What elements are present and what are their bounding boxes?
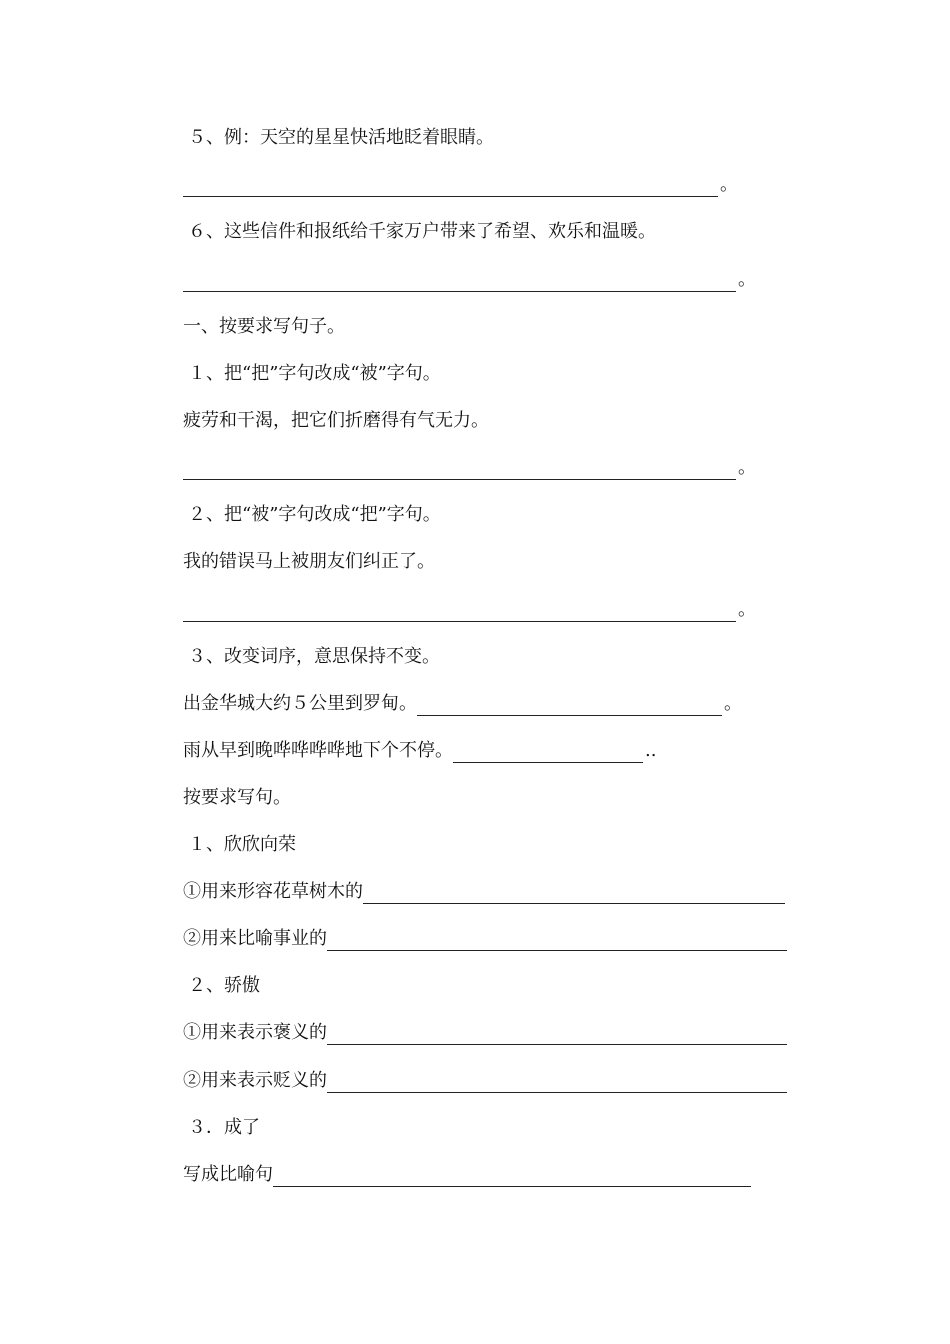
trailing-period: 。 [738,457,756,478]
question-text: 把“把”字句改成“被”字句。 [224,363,441,384]
question-number: ５、 [188,127,224,148]
answer-blank[interactable] [453,742,643,763]
answer-line-q1 [183,456,756,480]
answer-blank[interactable] [183,459,736,480]
sentence-text: 雨从早到晚哗哗哗哗地下个不停。 [183,740,453,761]
word-item-2 [183,974,260,998]
trailing-period: 。 [724,693,742,714]
word-item-1 [183,833,296,857]
answer-blank[interactable] [183,601,736,622]
reorder-sentence-2 [183,739,656,763]
usage-line [183,927,787,951]
word-text: 成了 [224,1117,260,1138]
question-text: 例：天空的星星快活地眨着眼睛。 [224,127,494,148]
word-text: 骄傲 [224,975,260,996]
usage-label: ①用来表示褒义的 [183,1022,327,1043]
usage-line [183,1021,787,1045]
sentence-text: 疲劳和干渴，把它们折磨得有气无力。 [183,410,489,431]
usage-line [183,1163,751,1187]
source-sentence [183,550,435,574]
question-number: ３、 [188,646,224,667]
question-number: １、 [188,363,224,384]
question-text: 这些信件和报纸给千家万户带来了希望、欢乐和温暖。 [224,221,656,242]
section-title: 一、按要求写句子。 [183,316,345,337]
sentence-text: 出金华城大约５公里到罗甸。 [183,693,417,714]
question-text: 改变词序，意思保持不变。 [224,646,440,667]
answer-blank[interactable] [183,271,736,292]
trailing-period: 。 [738,269,756,290]
word-item-3 [183,1116,260,1140]
question-number: ２、 [188,975,224,996]
usage-line [183,1069,787,1093]
answer-blank[interactable] [273,1166,751,1187]
question-number: ３． [188,1117,224,1138]
word-text: 欣欣向荣 [224,834,296,855]
question-2-prompt [183,503,441,527]
usage-label: ②用来表示贬义的 [183,1070,327,1091]
question-text: 把“被”字句改成“把”字句。 [224,504,441,525]
usage-label: 写成比喻句 [183,1164,273,1185]
source-sentence [183,409,489,433]
answer-blank[interactable] [363,883,785,904]
answer-blank[interactable] [417,695,722,716]
answer-blank[interactable] [183,176,718,197]
question-3-prompt [183,645,440,669]
answer-line-q2 [183,598,756,622]
trailing-period: 。 [720,174,738,195]
usage-label: ①用来形容花草树木的 [183,881,363,902]
answer-blank[interactable] [327,930,787,951]
question-number: ２、 [188,504,224,525]
question-1-prompt [183,362,441,386]
section-heading [183,315,345,339]
reorder-sentence-1 [183,692,742,716]
question-5-prompt [183,126,494,150]
answer-blank[interactable] [327,1072,787,1093]
question-number: ６、 [188,221,224,242]
answer-line-q6 [183,268,756,292]
sentence-text: 我的错误马上被朋友们纠正了。 [183,551,435,572]
answer-blank[interactable] [327,1024,787,1045]
section-title: 按要求写句。 [183,787,291,808]
question-number: １、 [188,834,224,855]
question-6-prompt [183,220,656,244]
trailing-period: 。 [738,599,756,620]
answer-line-q5 [183,173,738,197]
usage-label: ②用来比喻事业的 [183,928,327,949]
section-heading [183,786,291,810]
trailing-dots: .. [645,740,657,761]
usage-line [183,880,785,904]
